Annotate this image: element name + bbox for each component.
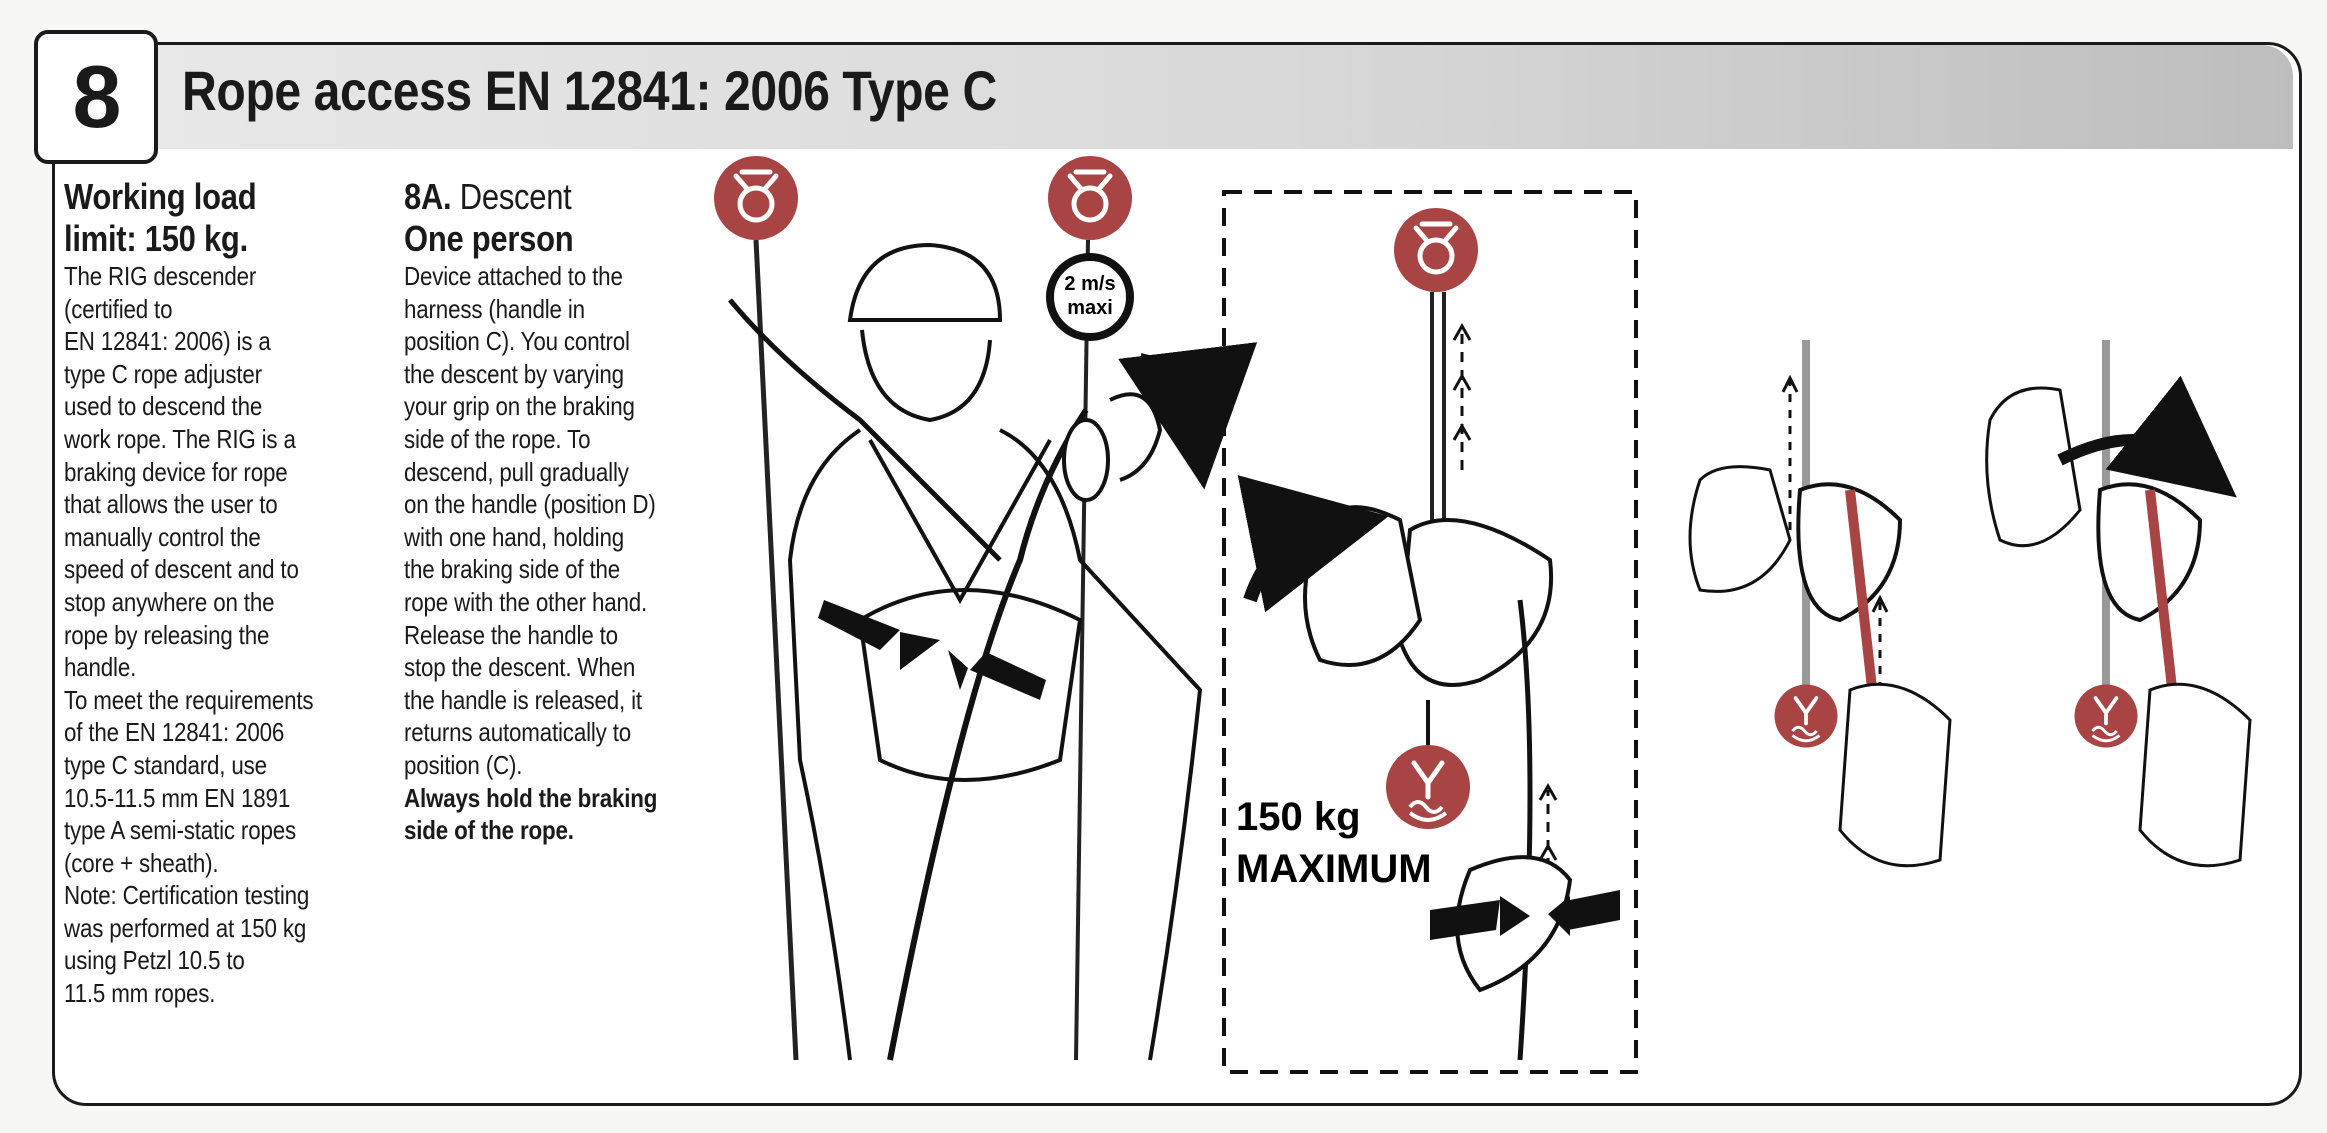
descent-heading-line2: One person <box>404 218 574 259</box>
text-line: your grip on the braking <box>404 391 635 422</box>
text-line: on the handle (position D) <box>404 489 656 520</box>
text-line: type A semi-static ropes <box>64 815 296 846</box>
text-line: Device attached to the <box>404 261 623 291</box>
text-line: (core + sheath). <box>64 847 219 878</box>
descent-heading-prefix: 8A. <box>404 176 452 217</box>
speed-limit-badge <box>1050 257 1130 337</box>
text-line: Release the handle to <box>404 619 618 650</box>
text-line: position (C). <box>404 749 523 780</box>
text-line: work rope. The RIG is a <box>64 423 296 454</box>
speed-badge-line2: maxi <box>1067 297 1113 319</box>
text-line: type C standard, use <box>64 749 267 780</box>
detail-box <box>1224 192 1636 1072</box>
text-line: braking device for rope <box>64 456 288 487</box>
descender-y-icon <box>1775 685 1838 748</box>
text-line: Note: Certification testing <box>64 880 310 911</box>
text-line: side of the rope. To <box>404 423 591 454</box>
text-line: To meet the requirements <box>64 684 314 715</box>
text-line: of the EN 12841: 2006 <box>64 717 285 748</box>
climber-figure <box>714 156 1200 1060</box>
text-line: handle. <box>64 652 137 683</box>
text-line: stop anywhere on the <box>64 586 275 617</box>
section-number: 8 <box>34 30 158 164</box>
working-load-heading-line2: limit: 150 kg. <box>64 218 248 259</box>
descent-heading-word: Descent <box>459 176 572 217</box>
descender-y-icon <box>2075 685 2138 748</box>
descender-y-icon <box>1386 745 1470 829</box>
text-line: returns automatically to <box>404 717 632 748</box>
text-line: rope by releasing the <box>64 619 270 650</box>
text-line: the braking side of the <box>404 554 621 585</box>
text-line: using Petzl 10.5 to <box>64 945 245 976</box>
text-line: used to descend the <box>64 391 263 422</box>
text-line: the descent by varying <box>404 358 624 389</box>
working-load-heading-line1: Working load <box>64 176 257 217</box>
text-line: stop the descent. When <box>404 652 636 683</box>
text-line: manually control the <box>64 521 261 552</box>
text-line: (certified to <box>64 293 173 324</box>
text-line: speed of descent and to <box>64 554 299 585</box>
text-line: EN 12841: 2006) is a <box>64 326 271 357</box>
speed-badge-line1: 2 m/s <box>1064 273 1116 295</box>
anchor-ring-icon <box>714 156 798 240</box>
section-title: Rope access EN 12841: 2006 Type C <box>182 59 997 122</box>
text-line: 11.5 mm ropes. <box>64 978 216 1009</box>
load-label-line2: MAXIMUM <box>1236 847 1432 891</box>
anchor-ring-icon <box>1048 156 1132 240</box>
text-line: harness (handle in <box>404 293 585 324</box>
text-line: the handle is released, it <box>404 684 642 715</box>
load-label-line1: 150 kg <box>1236 795 1361 839</box>
hands-detail-2 <box>1987 340 2250 866</box>
text-line: 10.5-11.5 mm EN 1891 <box>64 782 291 813</box>
anchor-ring-icon <box>1394 208 1478 292</box>
warning-line: Always hold the braking <box>404 782 658 813</box>
text-line: position C). You control <box>404 326 630 357</box>
text-line: type C rope adjuster <box>64 358 262 389</box>
text-line: rope with the other hand. <box>404 586 648 617</box>
text-line: that allows the user to <box>64 489 278 520</box>
hands-detail-1 <box>1690 340 1950 866</box>
text-line: The RIG descender <box>64 261 257 291</box>
text-line: was performed at 150 kg <box>64 912 307 943</box>
text-line: descend, pull gradually <box>404 456 629 487</box>
warning-line: side of the rope. <box>404 815 574 846</box>
text-line: with one hand, holding <box>404 521 624 552</box>
